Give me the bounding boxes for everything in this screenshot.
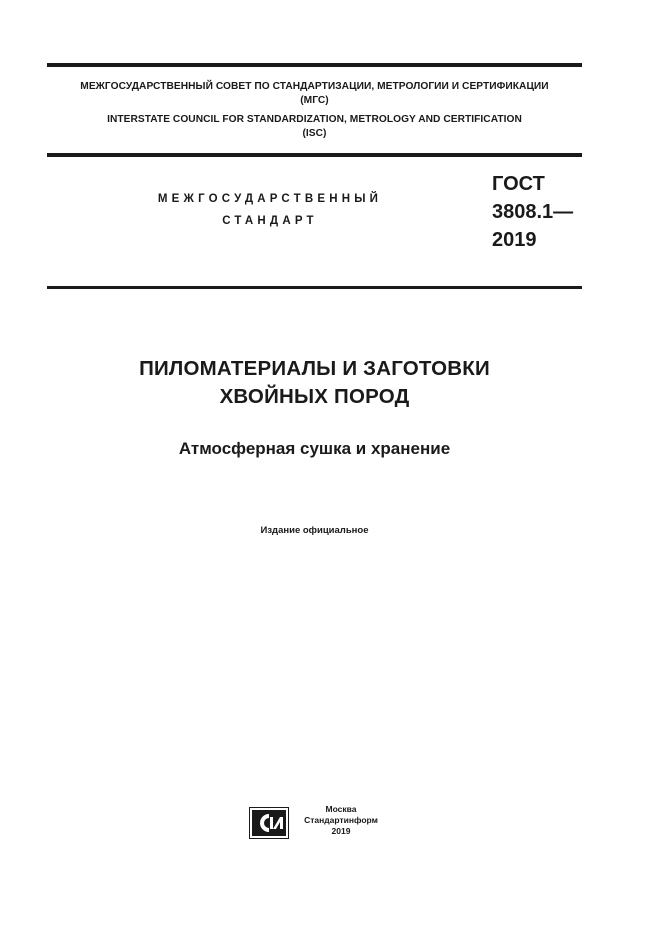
publisher-info xyxy=(296,804,386,837)
gost-label: ГОСТ xyxy=(492,173,545,195)
document-title-line2: ХВОЙНЫХ ПОРОД xyxy=(219,385,410,408)
standard-type-line1: МЕЖГОСУДАРСТВЕННЫЙ xyxy=(157,193,383,205)
council-header xyxy=(47,80,582,141)
standard-type-line2: СТАНДАРТ xyxy=(222,215,318,227)
publisher-name: Стандартинформ xyxy=(304,815,378,825)
council-abbr-en: (ISC) xyxy=(302,128,327,139)
publisher-year: 2019 xyxy=(331,826,351,836)
gost-year: 2019 xyxy=(492,229,537,251)
council-abbr-ru: (МГС) xyxy=(300,95,329,106)
council-name-en: INTERSTATE COUNCIL FOR STANDARDIZATION, METROLOGY AND CERTIFICATION xyxy=(107,114,522,125)
standard-type xyxy=(110,188,430,232)
designation-divider-rule xyxy=(47,286,582,289)
document-subtitle: Атмосферная сушка и хранение xyxy=(178,439,451,458)
gost-number: 3808.1— xyxy=(492,201,574,223)
document-title xyxy=(47,355,582,411)
gost-designation xyxy=(492,170,573,254)
top-rule xyxy=(47,63,582,67)
publisher-city: Москва xyxy=(325,804,357,814)
document-title-line1: ПИЛОМАТЕРИАЛЫ И ЗАГОТОВКИ xyxy=(139,357,490,380)
standartinform-logo-icon xyxy=(249,807,289,839)
council-name-ru: МЕЖГОСУДАРСТВЕННЫЙ СОВЕТ ПО СТАНДАРТИЗАЦИИ, МЕТРОЛОГИИ И СЕРТИФИКАЦИИ xyxy=(80,81,549,92)
edition-note: Издание официальное xyxy=(260,525,369,536)
header-divider-rule xyxy=(47,153,582,157)
